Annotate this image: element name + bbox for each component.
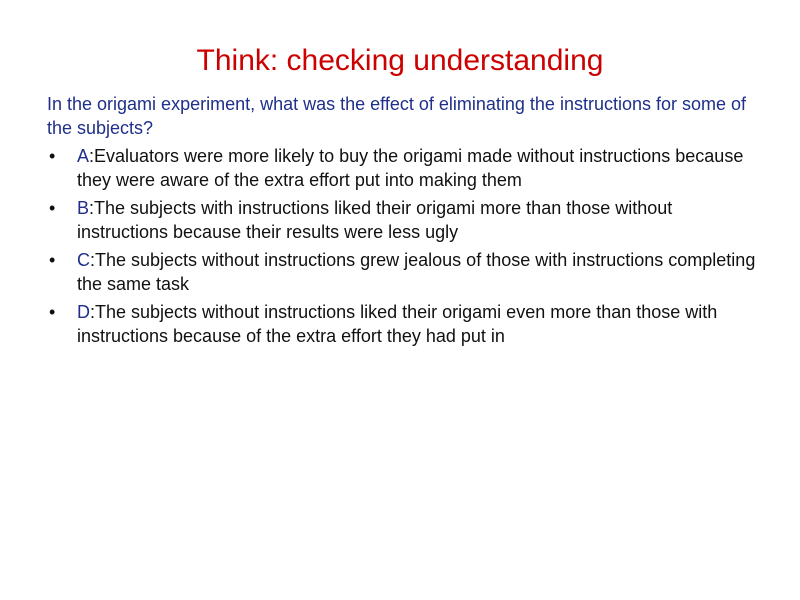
option-text: :The subjects without instructions liked their origami even more than those with instructions because of the extra effort they had put in bbox=[77, 302, 718, 346]
slide-title: Think: checking understanding bbox=[196, 44, 604, 77]
question-text: In the origami experiment, what was the effect of eliminating the instructions for some of the subjects? bbox=[47, 94, 747, 138]
bullet-icon: • bbox=[49, 302, 56, 322]
option-letter: A bbox=[77, 146, 90, 166]
answer-option-b bbox=[47, 196, 759, 244]
answer-option-d bbox=[47, 300, 759, 348]
option-letter: D bbox=[77, 302, 90, 322]
option-letter: C bbox=[77, 250, 90, 270]
bullet-icon: • bbox=[49, 198, 56, 218]
bullet-icon: • bbox=[49, 250, 56, 270]
answer-option-a bbox=[47, 144, 759, 192]
option-text: :The subjects without instructions grew jealous of those with instructions completing the same task bbox=[77, 250, 756, 294]
option-text: :The subjects with instructions liked their origami more than those without instructions because their results were less ugly bbox=[77, 198, 673, 242]
bullet-icon: • bbox=[49, 146, 56, 166]
slide-body bbox=[47, 92, 759, 352]
option-text: :Evaluators were more likely to buy the origami made without instructions because they were aware of the extra effort put into making them bbox=[77, 146, 744, 190]
answer-option-c bbox=[47, 248, 759, 296]
answer-options-list bbox=[47, 144, 759, 348]
option-letter: B bbox=[77, 198, 90, 218]
